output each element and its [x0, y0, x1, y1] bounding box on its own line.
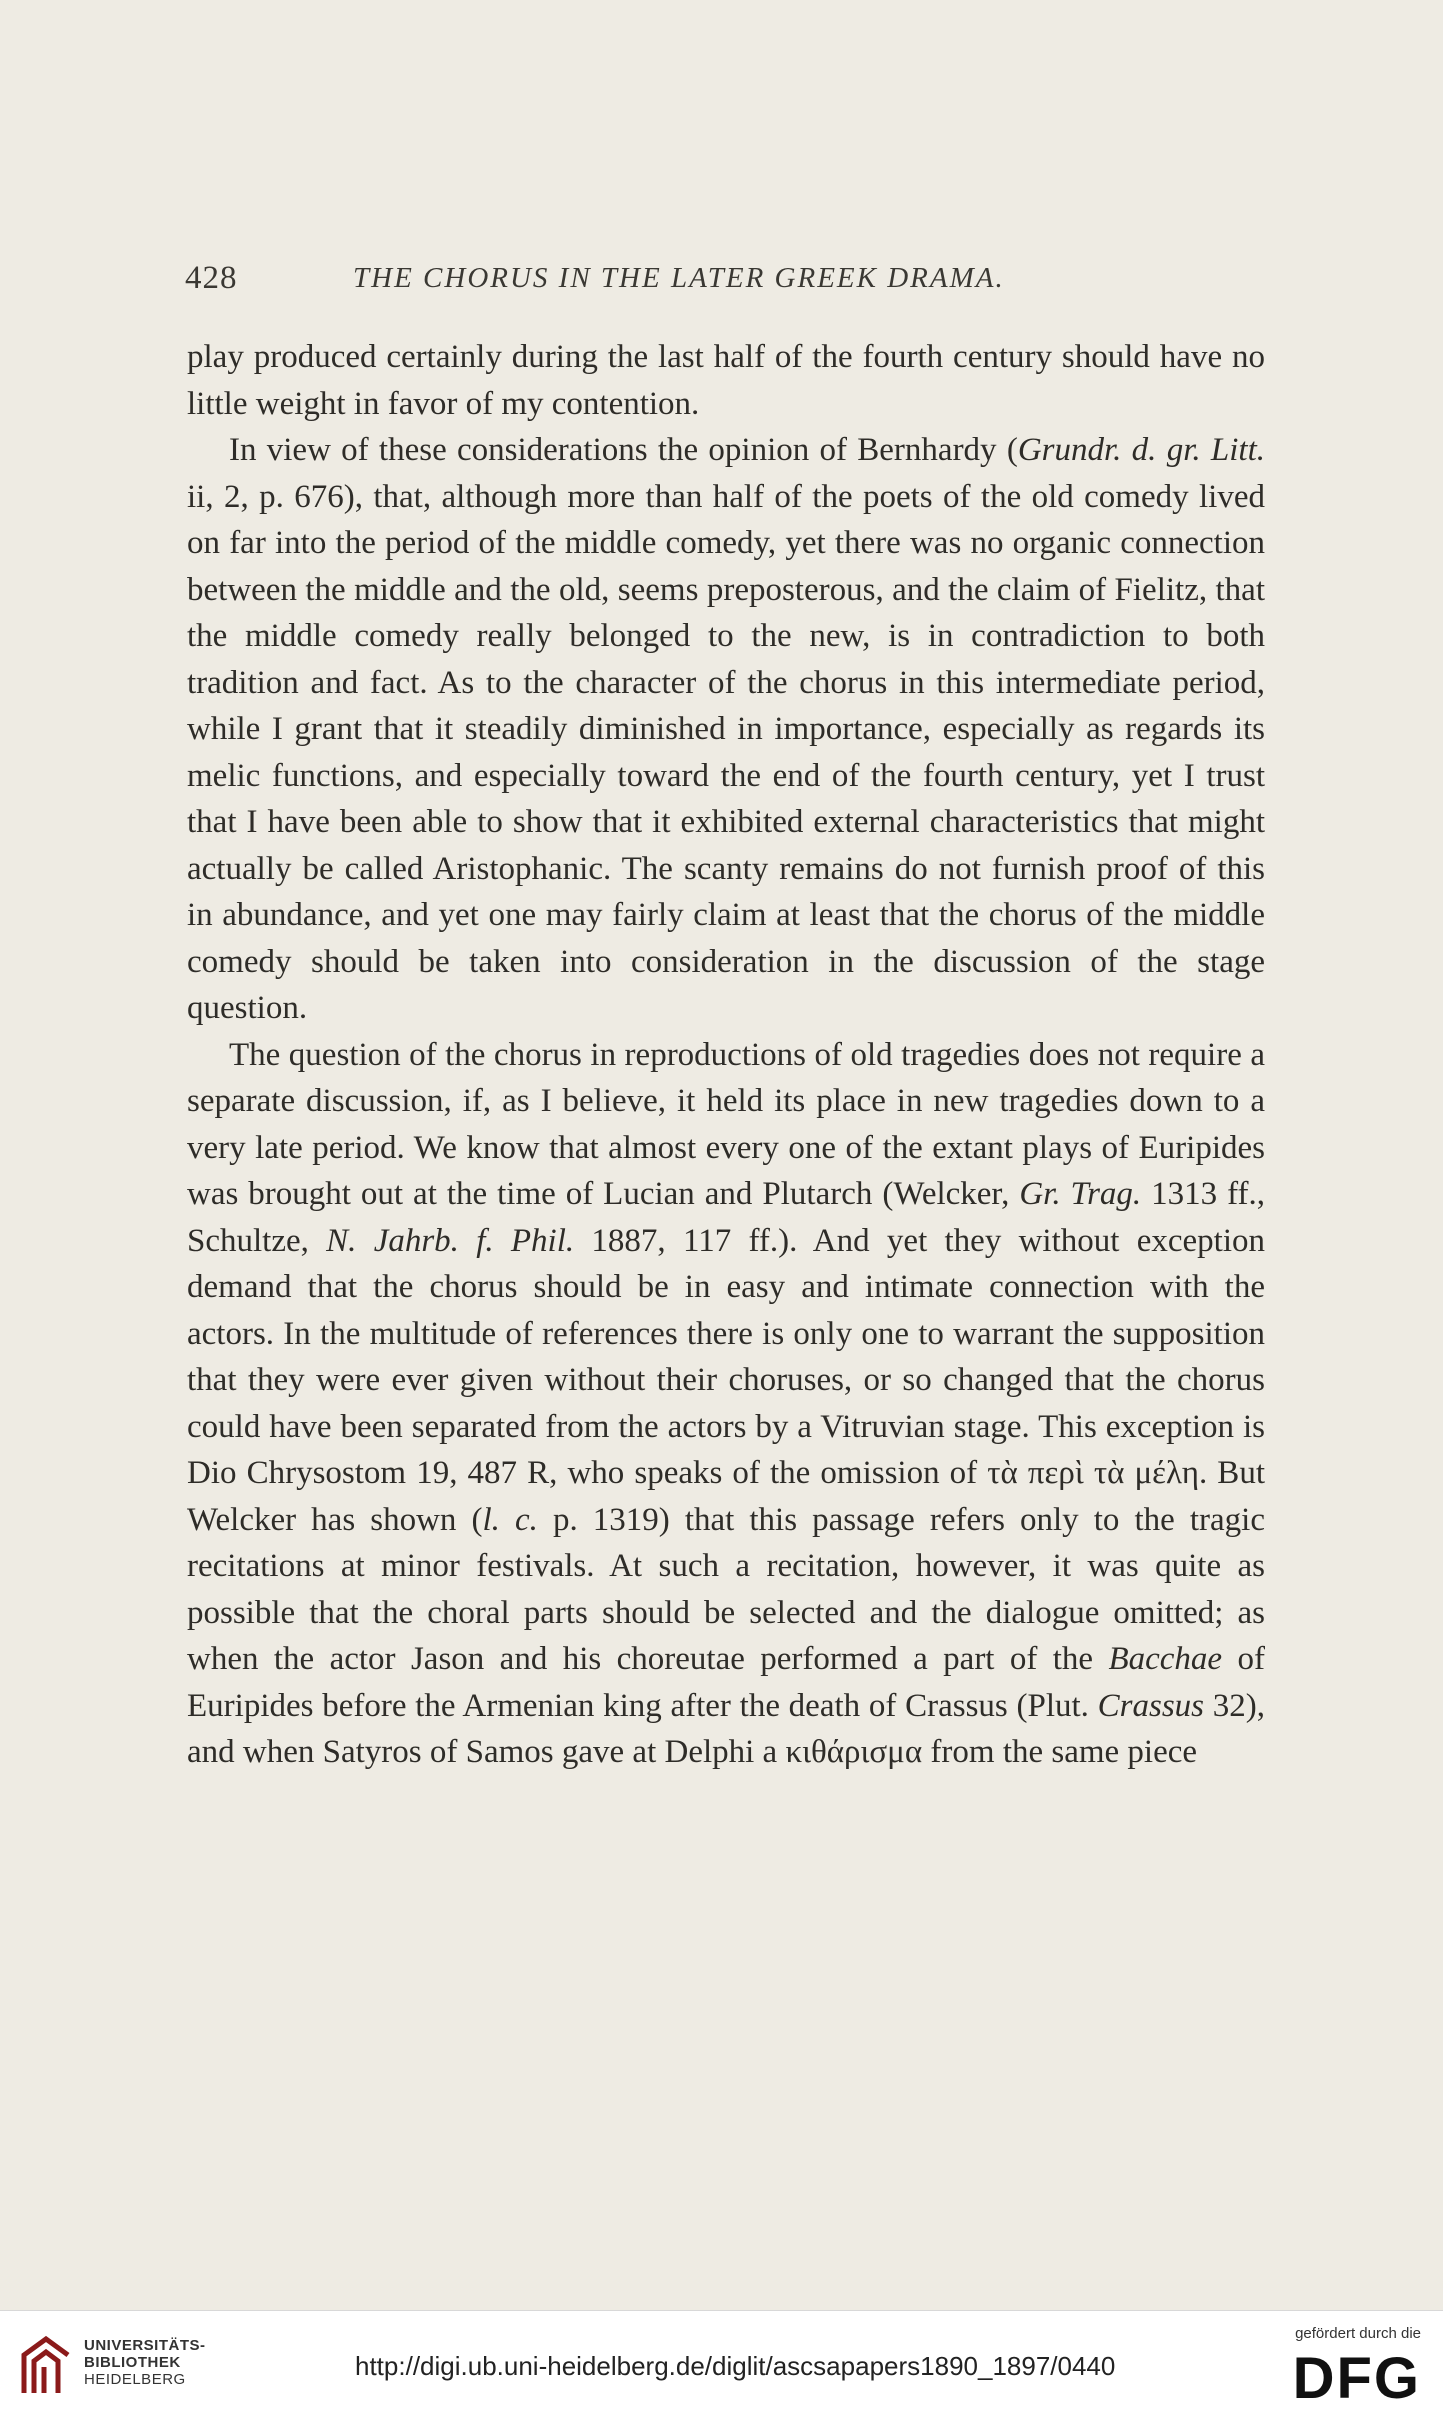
running-title: THE CHORUS IN THE LATER GREEK DRAMA.	[353, 262, 1005, 294]
library-line-3: HEIDELBERG	[84, 2371, 186, 2388]
page-header	[185, 252, 1275, 302]
permalink-url[interactable]: http://digi.ub.uni-heidelberg.de/diglit/ascsapapers1890_1897/0440	[355, 2351, 1116, 2381]
library-name	[84, 2337, 206, 2388]
footer-bar	[0, 2310, 1443, 2421]
body-text	[187, 334, 1265, 1776]
paragraph: The question of the chorus in reproductions of old tragedies does not require a separate discussion, if, as I believe, it held its place in new tragedies down to a very late period. We know that almost every one of the extant plays of Euripides was brought out at the time of Lucian and Plutarch (Welcker, Gr. Trag. 1313 ff., Schultze, N. Jahrb. f. Phil. 1887, 117 ff.). And yet they without exception demand that the chorus should be in easy and intimate connection with the actors. In the multitude of references there is only one to warrant the supposition that they were ever given without their choruses, or so changed that the chorus could have been separated from the actors by a Vitruvian stage. This exception is Dio Chrysostom 19, 487 R, who speaks of the omission of τὰ περὶ τὰ μέλη. But Welcker has shown (l. c. p. 1319) that this passage refers only to the tragic recitations at minor festivals. At such a recitation, however, it was quite as possible that the choral parts should be selected and the dialogue omitted; as when the actor Jason and his choreutae performed a part of the Bacchae of Euripides before the Armenian king after the death of Crassus (Plut. Crassus 32), and when Satyros of Samos gave at Delphi a κιθάρισμα from the same piece	[187, 1036, 1265, 1770]
funding-caption: gefördert durch die	[1295, 2325, 1421, 2342]
library-line-1: UNIVERSITÄTS-	[84, 2337, 206, 2354]
university-library-logo-icon	[16, 2333, 76, 2399]
library-line-2: BIBLIOTHEK	[84, 2354, 181, 2371]
paragraph: In view of these considerations the opinion of Bernhardy (Grundr. d. gr. Litt. ii, 2, p. 676), that, although more than half of the poets of the old comedy lived on far into the period of the middle comedy, yet there was no organic connection between the middle and the old, seems preposterous, and the claim of Fielitz, that the middle comedy really belonged to the new, is in contradiction to both tradition and fact. As to the character of the chorus in this intermediate period, while I grant that it steadily diminished in importance, especially as regards its melic functions, and especially toward the end of the fourth century, yet I trust that I have been able to show that it exhibited external characteristics that might actually be called Aristophanic. The scanty remains do not furnish proof of this in abundance, and yet one may fairly claim at least that the chorus of the middle comedy should be taken into consideration in the discussion of the stage question.	[187, 432, 1265, 1026]
page-number: 428	[185, 260, 238, 296]
paragraph: play produced certainly during the last half of the fourth century should have no little weight in favor of my contention.	[187, 339, 1265, 422]
dfg-logo: DFG	[1292, 2346, 1421, 2411]
